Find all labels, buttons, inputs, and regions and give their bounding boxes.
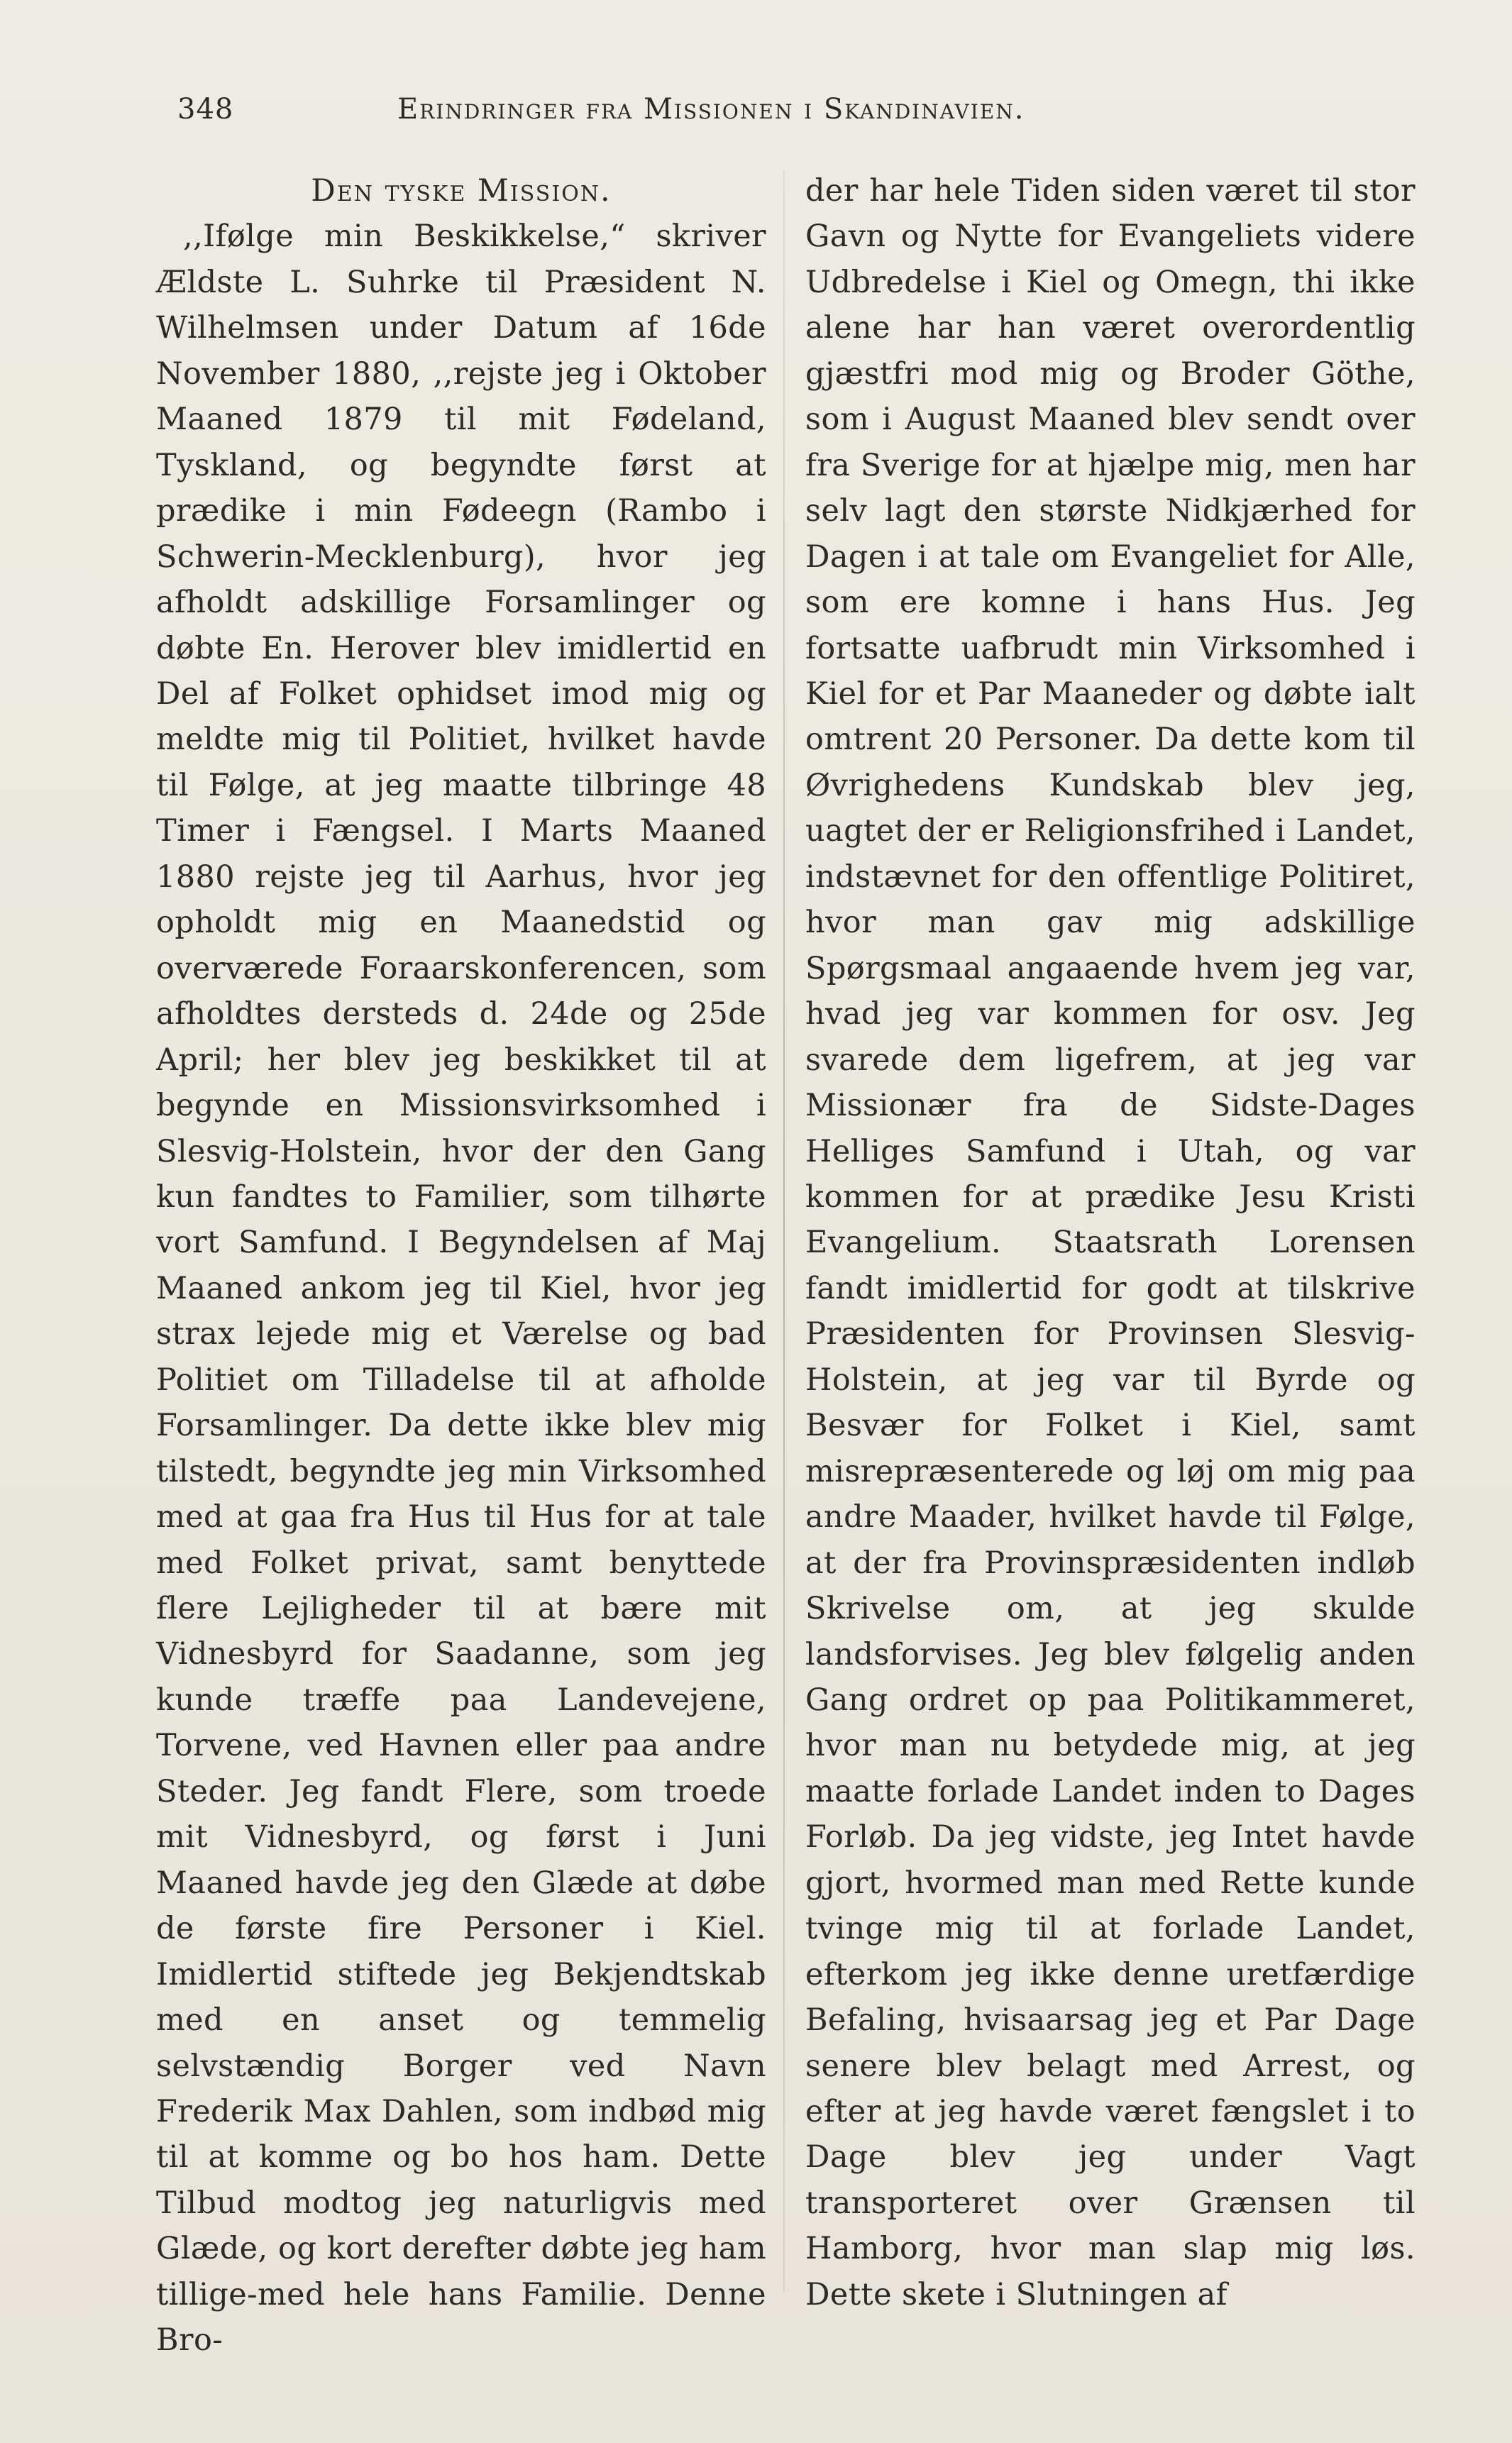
- page-header: [177, 91, 1348, 128]
- right-column-paragraph: der har hele Tiden siden været til stor Gavn og Nytte for Evangeliets videre Udbredelse i Kiel og Omegn, thi ikke alene har han været overordentlig gjæstfri mod mig og Broder Göthe, som i August Maaned blev sendt over fra Sverige for at hjælpe mig, men har selv lagt den største Nidkjærhed for Dagen i at tale om Evangeliet for Alle, som ere komne i hans Hus. Jeg fortsatte uafbrudt min Virksomhed i Kiel for et Par Maaneder og døbte ialt omtrent 20 Personer. Da dette kom til Øvrighedens Kundskab blev jeg, uagtet der er Religionsfrihed i Landet, indstævnet for den offentlige Politiret, hvor man gav mig adskillige Spørgsmaal angaaende hvem jeg var, hvad jeg var kommen for osv. Jeg svarede dem ligefrem, at jeg var Missionær fra de Sidste-Dages Helliges Samfund i Utah, og var kommen for at prædike Jesu Kristi Evangelium. Staatsrath Lorensen fandt imidlertid for godt at tilskrive Præsidenten for Provinsen Slesvig-Holstein, at jeg var til Byrde og Besvær for Folket i Kiel, samt misrepræsenterede og løj om mig paa andre Maader, hvilket havde til Følge, at der fra Provinspræsidenten indløb Skrivelse om, at jeg skulde landsforvises. Jeg blev følgelig anden Gang ordret op paa Politikammeret, hvor man nu betydede mig, at jeg maatte forlade Landet inden to Dages Forløb. Da jeg vidste, jeg Intet havde gjort, hvormed man med Rette kunde tvinge mig til at forlade Landet, efterkom jeg ikke denne uretfærdige Befaling, hvisaarsag jeg et Par Dage senere blev belagt med Arrest, og efter at jeg havde været fængslet i to Dage blev jeg under Vagt transporteret over Grænsen til Hamborg, hvor man slap mig løs. Dette skete i Slutningen af: [805, 173, 1416, 2312]
- left-column-paragraph: ,,Ifølge min Beskikkelse,“ skriver Ældste L. Suhrke til Præsident N. Wilhelmsen under Datum af 16de November 1880, ,,rejste jeg i Oktober Maaned 1879 til mit Fødeland, Tyskland, og begyndte først at prædike i min Fødeegn (Rambo i Schwerin-Mecklenburg), hvor jeg afholdt adskillige Forsamlinger og døbte En. Herover blev imidlertid en Del af Folket ophidset imod mig og meldte mig til Politiet, hvilket havde til Følge, at jeg maatte tilbringe 48 Timer i Fængsel. I Marts Maaned 1880 rejste jeg til Aarhus, hvor jeg opholdt mig en Maanedstid og overværede Foraarskonferencen, som afholdtes dersteds d. 24de og 25de April; her blev jeg beskikket til at begynde en Missionsvirksomhed i Slesvig-Holstein, hvor der den Gang kun fandtes to Familier, som tilhørte vort Samfund. I Begyndelsen af Maj Maaned ankom jeg til Kiel, hvor jeg strax lejede mig et Værelse og bad Politiet om Tilladelse til at afholde Forsamlinger. Da dette ikke blev mig tilstedt, begyndte jeg min Virksomhed med at gaa fra Hus til Hus for at tale med Folket privat, samt benyttede flere Lejligheder til at bære mit Vidnesbyrd for Saadanne, som jeg kunde træffe paa Landevejene, Torvene, ved Havnen eller paa andre Steder. Jeg fandt Flere, som troede mit Vidnesbyrd, og først i Juni Maaned havde jeg den Glæde at døbe de første fire Personer i Kiel. Imidlertid stiftede jeg Bekjendtskab med en anset og temmelig selvstændig Borger ved Navn Frederik Max Dahlen, som indbød mig til at komme og bo hos ham. Dette Tilbud modtog jeg naturligvis med Glæde, og kort derefter døbte jeg ham tillige-med hele hans Familie. Denne Bro-: [156, 219, 766, 2359]
- running-head: Erindringer fra Missionen i Skandinavien.: [397, 93, 1025, 126]
- section-title: Den tyske Mission.: [311, 173, 612, 209]
- right-text-column: [805, 168, 1416, 2317]
- left-text-column: [156, 168, 766, 2364]
- page-number: 348: [177, 93, 234, 126]
- column-divider: [783, 170, 785, 2292]
